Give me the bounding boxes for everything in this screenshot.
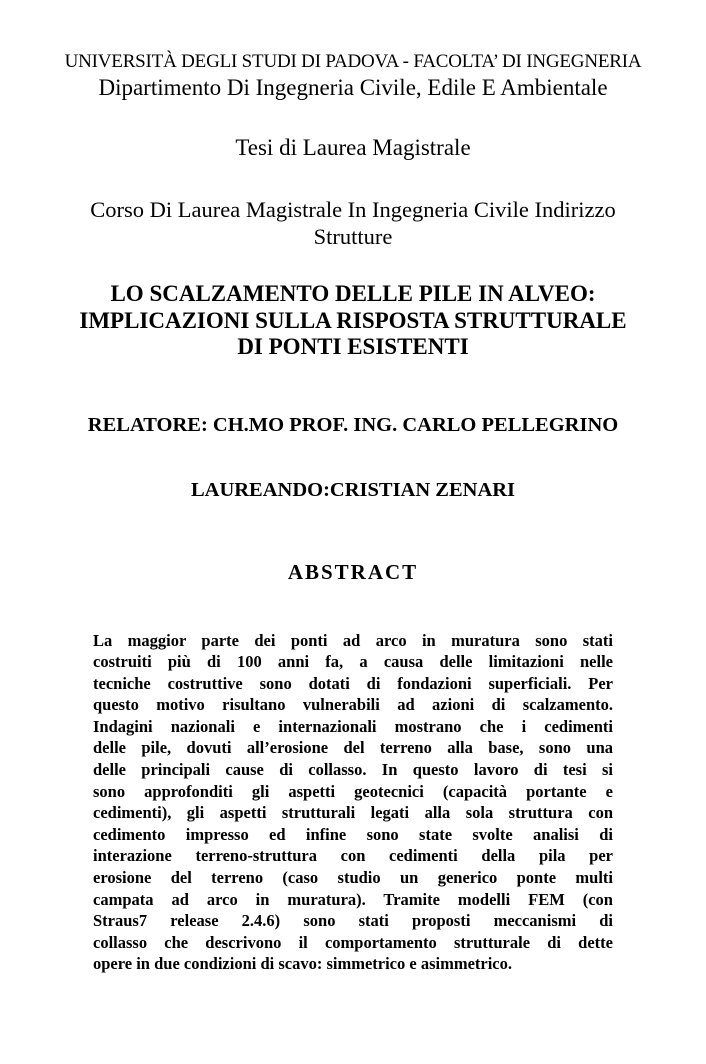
text-line: opere in due condizioni di scavo: simmetrico e asimmetrico. <box>93 954 513 974</box>
abstract-heading: ABSTRACT <box>287 559 419 584</box>
text-line: tecniche costruttive sono dotati di fondazioni superficiali. Per <box>93 673 613 693</box>
text-line: DI PONTI ESISTENTI <box>237 334 469 359</box>
text-line: erosione del terreno (caso studio un generico ponte multi <box>93 868 613 888</box>
university-line: UNIVERSITÀ DEGLI STUDI DI PADOVA - FACOLTA’ DI INGEGNERIA <box>64 51 642 72</box>
text-line: costruiti più di 100 anni fa, a causa delle limitazioni nelle <box>93 652 613 672</box>
text-line: cedimento impresso ed infine sono state svolte analisi di <box>93 824 613 844</box>
text-line: questo motivo risultano vulnerabili ad azioni di scalzamento. <box>93 695 613 715</box>
abstract-paragraph <box>93 630 613 976</box>
text-line: Strutture <box>313 224 393 249</box>
text-line: collasso che descrivono il comportamento strutturale di dette <box>93 932 613 952</box>
text-line: campata ad arco in muratura). Tramite modelli FEM (con <box>93 889 613 909</box>
text-line: Corso Di Laurea Magistrale In Ingegneria Civile Indirizzo <box>90 197 616 222</box>
text-line: Straus7 release 2.4.6) sono stati proposti meccanismi di <box>93 911 613 931</box>
text-line: cedimenti), gli aspetti strutturali legati alla sola struttura con <box>93 803 613 823</box>
text-line: La maggior parte dei ponti ad arco in muratura sono stati <box>93 630 613 650</box>
text-line: IMPLICAZIONI SULLA RISPOSTA STRUTTURALE <box>79 307 627 333</box>
course-name <box>0 196 706 250</box>
department-line: Dipartimento Di Ingegneria Civile, Edile E Ambientale <box>98 75 608 100</box>
thesis-title <box>0 281 706 361</box>
text-line: LO SCALZAMENTO DELLE PILE IN ALVEO: <box>110 281 596 306</box>
text-line: sono approfonditi gli aspetti geotecnici (capacità portante e <box>93 781 613 801</box>
text-line: delle principali cause di collasso. In questo lavoro di tesi si <box>93 760 613 780</box>
text-line: Indagini nazionali e internazionali mostrano che i cedimenti <box>93 716 613 736</box>
thesis-type-line: Tesi di Laurea Magistrale <box>235 135 471 160</box>
text-line: delle pile, dovuti all’erosione del terreno alla base, sono una <box>93 738 613 758</box>
candidate-line: LAUREANDO:CRISTIAN ZENARI <box>190 478 516 501</box>
text-line: interazione terreno-struttura con cedimenti della pila per <box>93 846 613 866</box>
advisor-line: RELATORE: CH.MO PROF. ING. CARLO PELLEGRINO <box>87 413 619 436</box>
